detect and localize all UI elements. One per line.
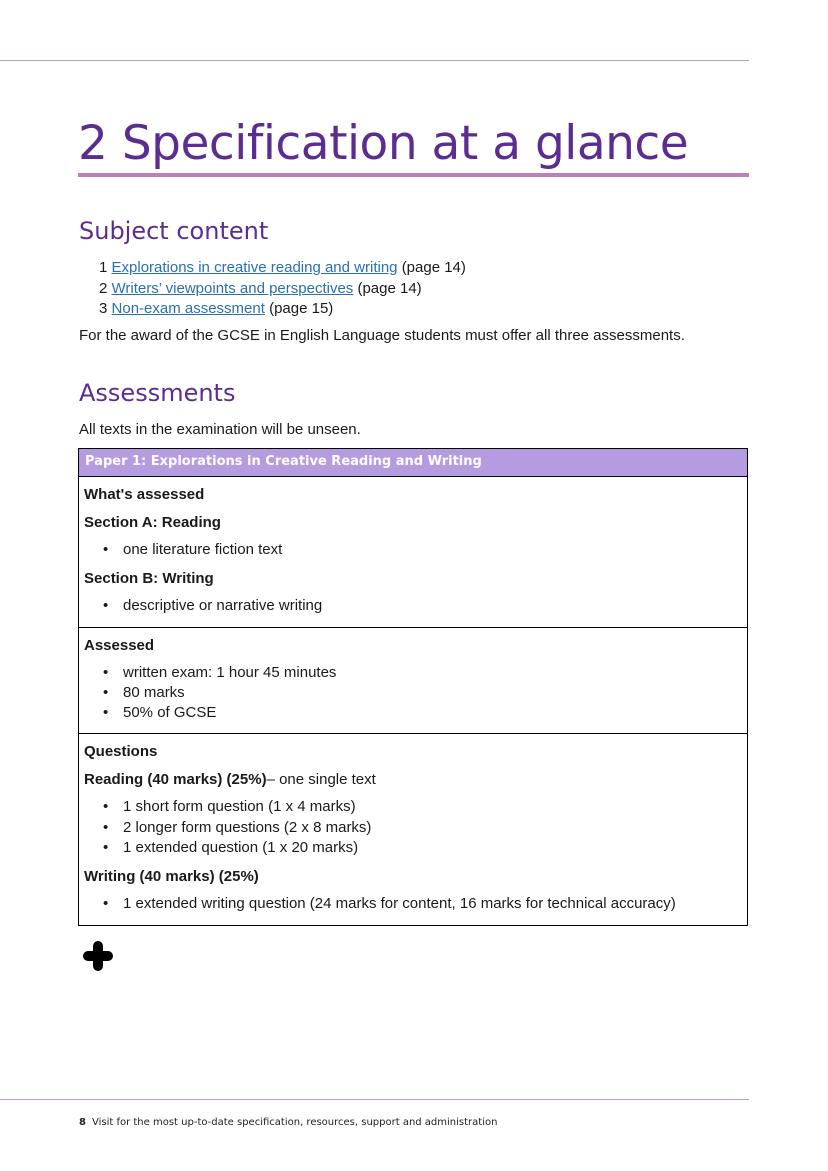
list-item: • 50% of GCSE <box>84 703 742 723</box>
assessments-intro: All texts in the examination will be unseen. <box>79 421 361 438</box>
writing-label: Writing (40 marks) (25%) <box>84 868 259 886</box>
page-number: 8 <box>79 1117 86 1128</box>
link-writers-viewpoints[interactable]: Writers’ viewpoints and perspectives <box>111 279 354 297</box>
link-non-exam-assessment[interactable]: Non-exam assessment <box>111 300 265 317</box>
paper-1-header: Paper 1: Explorations in Creative Reading and Writing <box>79 449 747 477</box>
assessed-label: Assessed <box>84 636 155 654</box>
list-item: • 1 short form question (1 x 4 marks) <box>84 797 742 817</box>
page-title: 2 Specification at a glance <box>78 116 689 171</box>
questions-label: Questions <box>84 743 158 761</box>
list-item <box>99 258 466 279</box>
list-item <box>99 299 466 320</box>
item-page-ref: (page 14) <box>357 279 422 297</box>
list-item: • 1 extended writing question (24 marks for content, 16 marks for technical accuracy) <box>84 894 742 914</box>
subject-content-heading: Subject content <box>79 217 269 245</box>
top-divider <box>0 60 749 61</box>
assessments-heading: Assessments <box>79 379 236 407</box>
link-explorations-creative-reading-writing[interactable]: Explorations in creative reading and writing <box>111 259 398 276</box>
item-number: 3 <box>99 300 108 317</box>
list-item: • 2 longer form questions (2 x 8 marks) <box>84 818 742 838</box>
reading-label: Reading (40 marks) (25%)– one single text <box>84 771 376 789</box>
title-underline <box>78 173 749 177</box>
plus-icon <box>82 940 114 972</box>
section-b-label: Section B: Writing <box>84 570 214 588</box>
section-b-list <box>84 596 742 616</box>
questions-cell <box>79 734 747 924</box>
assessed-list <box>84 663 742 724</box>
item-page-ref: (page 15) <box>269 300 334 317</box>
list-item: • one literature fiction text <box>84 540 742 560</box>
list-item <box>99 279 466 300</box>
subject-content-list <box>99 258 466 320</box>
item-number: 2 <box>99 279 108 297</box>
list-item: • descriptive or narrative writing <box>84 596 742 616</box>
footer <box>79 1117 497 1128</box>
bottom-divider <box>0 1099 749 1100</box>
list-item: • 80 marks <box>84 683 742 703</box>
assessed-cell <box>79 628 747 735</box>
item-number: 1 <box>99 259 108 276</box>
section-a-label: Section A: Reading <box>84 514 221 531</box>
whats-assessed-cell <box>79 477 747 628</box>
paper-1-table <box>78 448 748 926</box>
list-item: • 1 extended question (1 x 20 marks) <box>84 838 742 858</box>
item-page-ref: (page 14) <box>401 259 466 276</box>
section-a-list <box>84 540 742 560</box>
whats-assessed-label: What's assessed <box>84 486 205 503</box>
reading-questions-list <box>84 797 742 858</box>
footer-text: Visit for the most up-to-date specification, resources, support and administration <box>91 1117 498 1128</box>
award-paragraph: For the award of the GCSE in English Language students must offer all three assessments. <box>79 327 685 344</box>
writing-questions-list <box>84 894 742 914</box>
list-item: • written exam: 1 hour 45 minutes <box>84 663 742 683</box>
